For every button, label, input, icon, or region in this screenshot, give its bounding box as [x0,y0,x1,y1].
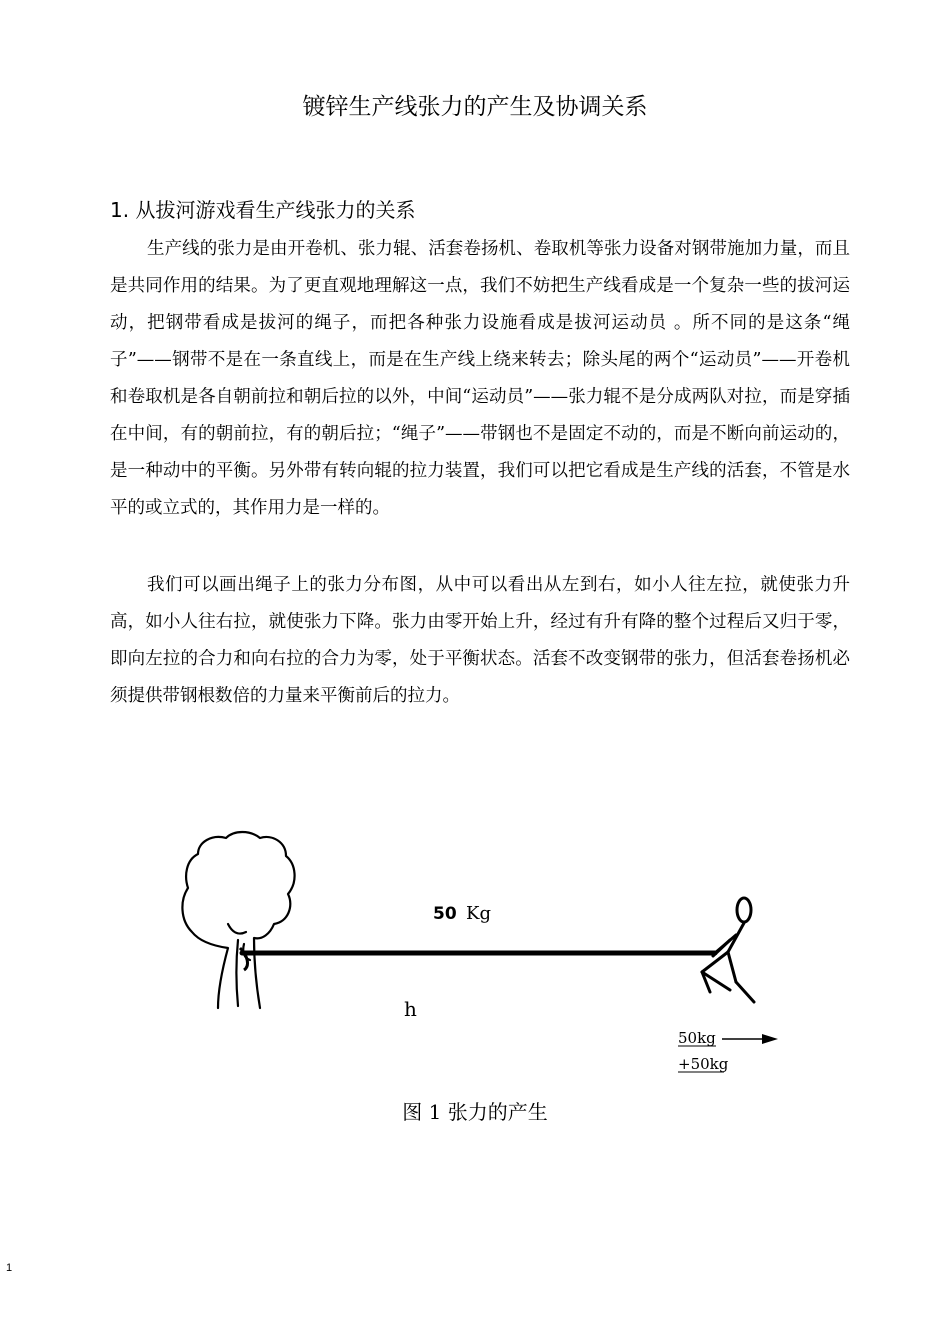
arrow-label-1: 50kg [678,1029,716,1047]
right-arrow-icon [722,1034,778,1044]
page-title: 镀锌生产线张力的产生及协调关系 [302,94,648,120]
force-label-unit: Kg [466,903,491,924]
tree-illustration [182,832,294,1008]
page-number: 1 [6,1262,13,1274]
stick-figure-person [702,898,754,1002]
section-heading: 1. 从拔河游戏看生产线张力的关系 [110,198,416,222]
force-label-number: 50 [433,904,457,924]
h-label: h [404,997,417,1021]
arrow-label-2: +50kg [678,1055,729,1073]
person-head [737,898,751,922]
body-paragraph: 生产线的张力是由开卷机、张力辊、活套卷扬机、卷取机等张力设备对钢带施加力量，而且是共同作用的结果。为了更直观地理解这一点，我们不妨把生产线看成是一个复杂一些的拔河运动，把钢带看成是拔河的绳子，而把各种张力设施看成是拔河运动员 。所不同的是这条“绳子”——钢带不是在一条直线上，而是在生产线上绕来转去；除头尾的两个“运动员”——开卷机和卷取机是各自朝前拉和朝后拉的以外，中间“运动员”——张力辊不是分成两队对拉，而是穿插在中间，有的朝前拉，有的朝后拉；“绳子”——带钢也不是固定不动的，而是不断向前运动的，是一种动中的平衡。另外带有转向辊的拉力装置，我们可以把它看成是生产线的活套，不管是水平的或立式的，其作用力是一样的。 [110,239,850,518]
figure-caption: 图 1 张力的产生 [402,1100,548,1124]
body-paragraph: 我们可以画出绳子上的张力分布图，从中可以看出从左到右，如小人往左拉，就使张力升高，如小人往右拉，就使张力下降。张力由零开始上升，经过有升有降的整个过程后又归于零，即向左拉的合力和向右拉的合力为零，处于平衡状态。活套不改变钢带的张力，但活套卷扬机必须提供带钢根数倍的力量来平衡前后的拉力。 [110,575,850,706]
tug-of-war-figure [170,820,810,1080]
